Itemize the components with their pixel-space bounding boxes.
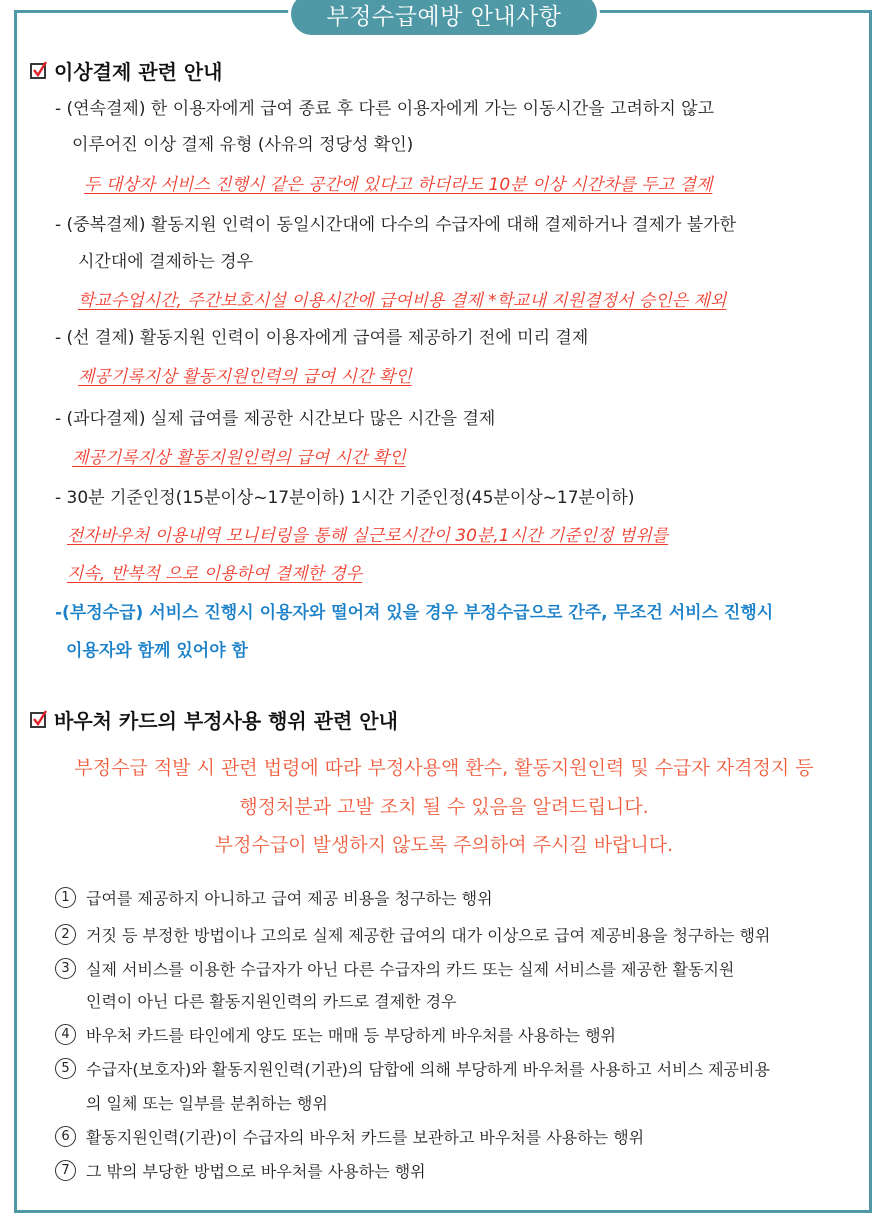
list-item-text: 그 밖의 부당한 방법으로 바우처를 사용하는 행위 — [86, 1162, 426, 1181]
circled-number: 3 — [55, 958, 76, 979]
bullet-standard-time: - 30분 기준인정(15분이상~17분이하) 1시간 기준인정(45분이상~17분이하) — [55, 488, 635, 508]
bullet-excess-payment: - (과다결제) 실제 급여를 제공한 시간보다 많은 시간을 결제 — [55, 409, 496, 429]
bullet-continuation: 이루어진 이상 결제 유형 (사유의 정당성 확인) — [72, 135, 414, 155]
list-item — [55, 886, 493, 909]
circled-number: 4 — [55, 1024, 76, 1045]
checkbox-checked-icon — [30, 63, 46, 79]
list-item-text: 수급자(보호자)와 활동지원인력(기관)의 담합에 의해 부당하게 바우처를 사용하고 서비스 제공비용 — [86, 1060, 770, 1079]
bullet-fraudulent-receipt: -(부정수급) 서비스 진행시 이용자와 떨어져 있을 경우 부정수급으로 간주, 무조건 서비스 진행시 — [55, 603, 774, 623]
circled-number: 6 — [55, 1126, 76, 1147]
bullet-continuation: 시간대에 결제하는 경우 — [78, 252, 254, 272]
bullet-duplicate-payment: - (중복결제) 활동지원 인력이 동일시간대에 다수의 수급자에 대해 결제하거나 결제가 불가한 — [55, 215, 737, 235]
highlight-note: 학교수업시간, 주간보호시설 이용시간에 급여비용 결제 *학교내 지원결정서 승인은 제외 — [78, 291, 727, 311]
section-heading-text: 이상결제 관련 안내 — [54, 60, 223, 84]
section-heading-text: 바우처 카드의 부정사용 행위 관련 안내 — [54, 709, 398, 733]
highlight-note: 제공기록지상 활동지원인력의 급여 시간 확인 — [72, 448, 406, 468]
list-item — [55, 957, 734, 980]
list-item-continuation: 의 일체 또는 일부를 분취하는 행위 — [86, 1094, 328, 1113]
bullet-continuation: 이용자와 함께 있어야 함 — [66, 641, 248, 661]
bullet-consecutive-payment: - (연속결제) 한 이용자에게 급여 종료 후 다른 이용자에게 가는 이동시간을 고려하지 않고 — [55, 99, 715, 119]
warning-line: 행정처분과 고발 조치 될 수 있음을 알려드립니다. — [239, 796, 649, 818]
section-heading-voucher-misuse — [30, 705, 398, 734]
warning-line: 부정수급 적발 시 관련 법령에 따라 부정사용액 환수, 활동지원인력 및 수급자 자격정지 등 — [74, 757, 814, 779]
bullet-advance-payment: - (선 결제) 활동지원 인력이 이용자에게 급여를 제공하기 전에 미리 결제 — [55, 328, 589, 348]
circled-number: 1 — [55, 887, 76, 908]
circled-number: 2 — [55, 924, 76, 945]
page-title: 부정수급예방 안내사항 — [288, 0, 600, 38]
list-item-text: 실제 서비스를 이용한 수급자가 아닌 다른 수급자의 카드 또는 실제 서비스를 제공한 활동지원 — [86, 960, 735, 979]
list-item-text: 바우처 카드를 타인에게 양도 또는 매매 등 부당하게 바우처를 사용하는 행위 — [86, 1026, 616, 1045]
checkbox-checked-icon — [30, 712, 46, 728]
circled-number: 5 — [55, 1058, 76, 1079]
highlight-note: 제공기록지상 활동지원인력의 급여 시간 확인 — [78, 367, 412, 387]
list-item — [55, 1023, 616, 1046]
circled-number: 7 — [55, 1160, 76, 1181]
list-item-text: 활동지원인력(기관)이 수급자의 바우처 카드를 보관하고 바우처를 사용하는 행위 — [86, 1128, 645, 1147]
list-item — [55, 1057, 770, 1080]
list-item-text: 거짓 등 부정한 방법이나 고의로 실제 제공한 급여의 대가 이상으로 급여 제공비용을 청구하는 행위 — [86, 926, 771, 945]
warning-line: 부정수급이 발생하지 않도록 주의하여 주시길 바랍니다. — [214, 834, 674, 856]
list-item — [55, 923, 770, 946]
list-item-continuation: 인력이 아닌 다른 활동지원인력의 카드로 결제한 경우 — [86, 992, 457, 1011]
list-item — [55, 1159, 426, 1182]
highlight-note: 두 대상자 서비스 진행시 같은 공간에 있다고 하더라도 10분 이상 시간차를 두고 결제 — [84, 175, 713, 195]
highlight-note: 지속, 반복적 으로 이용하여 결제한 경우 — [67, 564, 363, 584]
highlight-note: 전자바우처 이용내역 모니터링을 통해 실근로시간이 30분,1시간 기준인정 범위를 — [67, 526, 669, 546]
list-item-text: 급여를 제공하지 아니하고 급여 제공 비용을 청구하는 행위 — [86, 889, 493, 908]
list-item — [55, 1125, 644, 1148]
section-heading-abnormal-payment — [30, 56, 223, 85]
